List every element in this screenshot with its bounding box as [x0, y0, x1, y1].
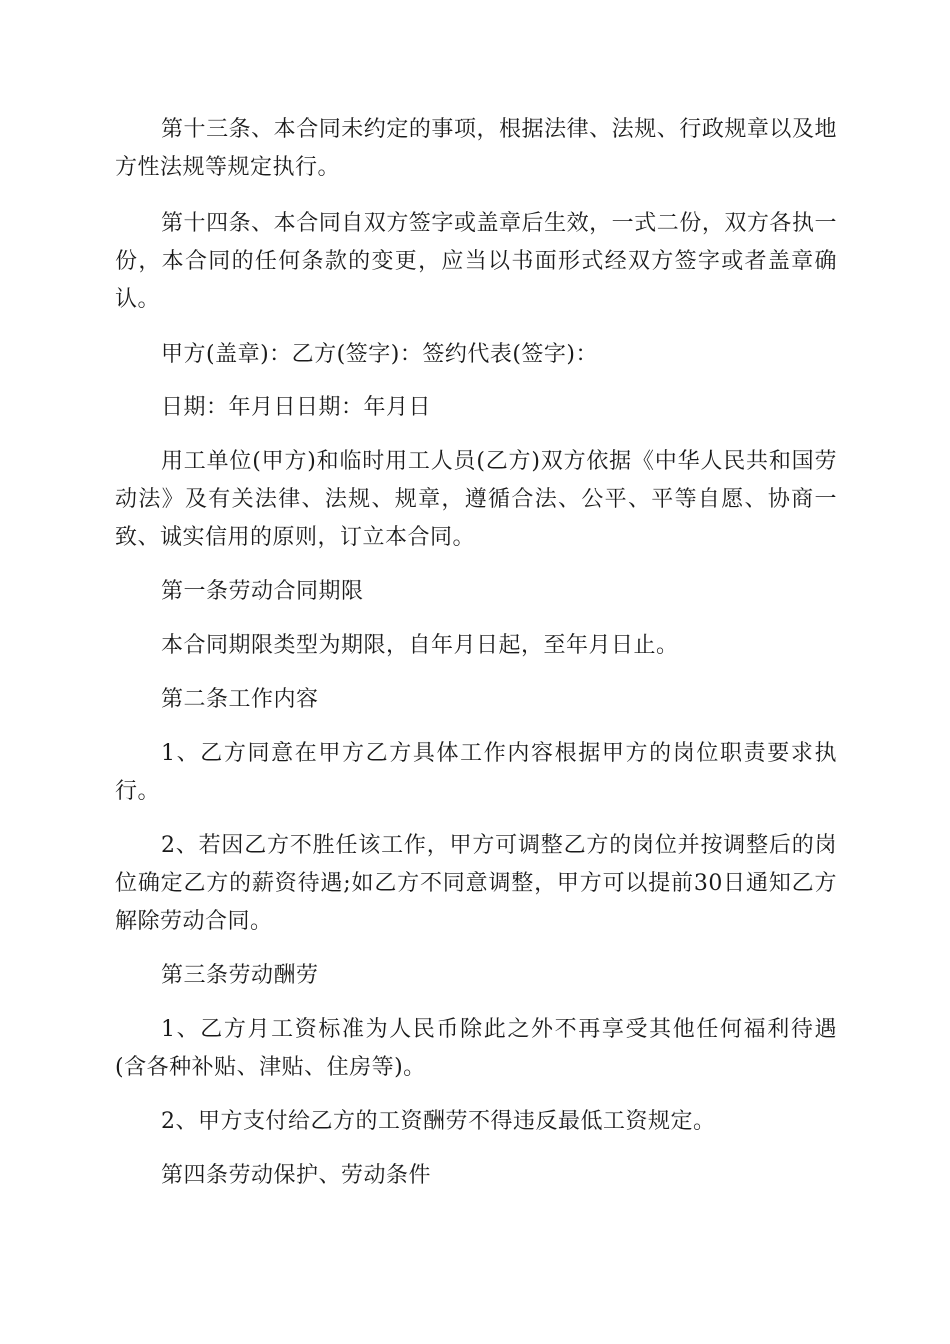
clause-14: 第十四条、本合同自双方签字或盖章后生效，一式二份，双方各执一份，本合同的任何条款的变更，应当以书面形式经双方签字或者盖章确认。	[115, 211, 837, 312]
article-3-heading: 第三条劳动酬劳	[161, 963, 319, 988]
article-3-item-2: 2、甲方支付给乙方的工资酬劳不得违反最低工资规定。	[161, 1109, 716, 1134]
article-2-heading: 第二条工作内容	[161, 687, 319, 712]
clause-13: 第十三条、本合同未约定的事项，根据法律、法规、行政规章以及地方性法规等规定执行。	[115, 117, 837, 180]
preamble: 用工单位(甲方)和临时用工人员(乙方)双方依据《中华人民共和国劳动法》及有关法律、法规、规章，遵循合法、公平、平等自愿、协商一致、诚实信用的原则，订立本合同。	[115, 449, 837, 550]
article-1-heading: 第一条劳动合同期限	[161, 579, 364, 604]
document-body	[115, 111, 837, 1195]
article-2-item-1: 1、乙方同意在甲方乙方具体工作内容根据甲方的岗位职责要求执行。	[115, 741, 837, 804]
article-1-text: 本合同期限类型为期限，自年月日起，至年月日止。	[161, 633, 679, 658]
signature-line: 甲方(盖章)：乙方(签字)：签约代表(签字)：	[161, 342, 598, 367]
article-2-item-2: 2、若因乙方不胜任该工作，甲方可调整乙方的岗位并按调整后的岗位确定乙方的薪资待遇;如乙方不同意调整，甲方可以提前30日通知乙方解除劳动合同。	[115, 833, 837, 934]
article-3-item-1: 1、乙方月工资标准为人民币除此之外不再享受其他任何福利待遇(含各种补贴、津贴、住房等)。	[115, 1017, 837, 1080]
article-4-heading: 第四条劳动保护、劳动条件	[161, 1163, 432, 1188]
date-line: 日期：年月日日期：年月日	[161, 395, 432, 420]
